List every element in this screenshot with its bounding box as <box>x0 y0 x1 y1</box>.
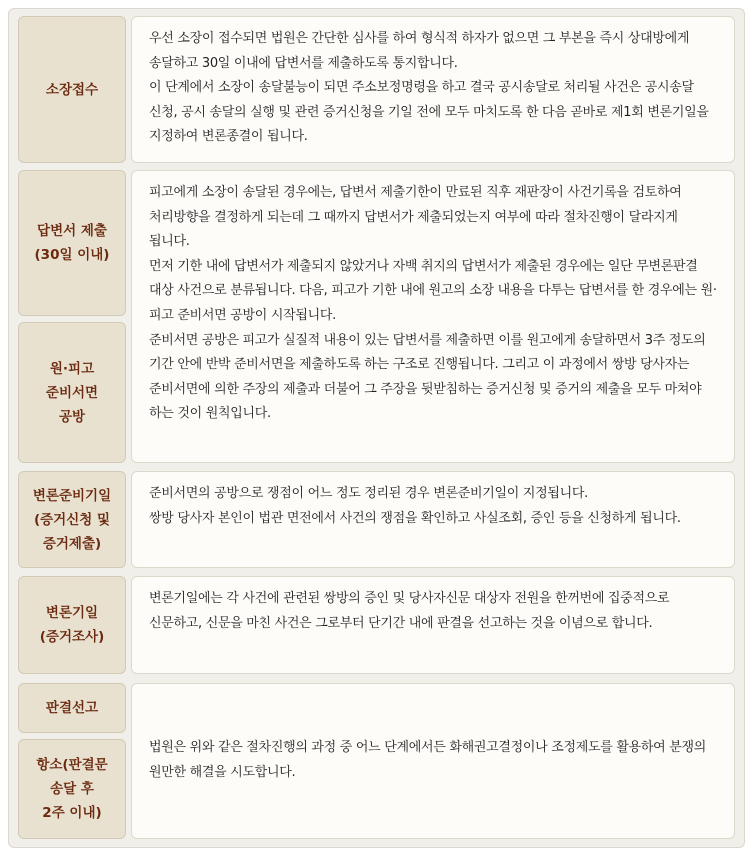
step-description-hearing <box>131 576 735 674</box>
paragraph: 우선 소장이 접수되면 법원은 간단한 심사를 하여 형식적 하자가 없으면 그 부본을 즉시 상대방에게 송달하고 30일 이내에 답변서를 제출하도록 통지합니다. <box>149 31 690 71</box>
paragraph: 변론기일에는 각 사건에 관련된 쌍방의 증인 및 당사자신문 대상자 전원을 한꺼번에 집중적으로 신문하고, 신문을 마친 사건은 그로부터 단기간 내에 판결을 선고하는 것을 이념으로 합니다. <box>149 591 670 631</box>
paragraph: 준비서면 공방은 피고가 실질적 내용이 있는 답변서를 제출하면 이를 원고에게 송달하면서 3주 정도의 기간 안에 반박 준비서면을 제출하도록 하는 구조로 진행됩니다. 그리고 이 과정에서 쌍방 당사자는 준비서면에 의한 주장의 제출과 더불어 그 주장을 뒷받침하는 증거신청 및 증거의 제출을 모두 마쳐야 하는 것이 원칙입니다. <box>149 332 706 422</box>
step-label-hearing: 변론기일 (증거조사) <box>18 576 126 674</box>
step-description-answer-and-briefs <box>131 170 735 463</box>
step-label-appeal: 항소(판결문 송달 후 2주 이내) <box>18 739 126 839</box>
paragraph: 쌍방 당사자 본인이 법관 면전에서 사건의 쟁점을 확인하고 사실조회, 증인 등을 신청하게 됩니다. <box>149 510 681 526</box>
paragraph: 법원은 위와 같은 절차진행의 과정 중 어느 단계에서든 화해권고결정이나 조정제도를 활용하여 분쟁의 원만한 해결을 시도합니다. <box>149 740 706 780</box>
step-description-preparatory-hearing <box>131 471 735 568</box>
paragraph: 피고에게 소장이 송달된 경우에는, 답변서 제출기한이 만료된 직후 재판장이 사건기록을 검토하여 처리방향을 결정하게 되는데 그 때까지 답변서가 제출되었는지 여부에 따라 절차진행이 달라지게 됩니다. <box>149 185 682 250</box>
step-label-answer-submission: 답변서 제출 (30일 이내) <box>18 170 126 316</box>
step-label-brief-exchange: 원·피고 준비서면 공방 <box>18 322 126 463</box>
step-description-judgment-and-appeal <box>131 683 735 839</box>
step-label-judgment: 판결선고 <box>18 683 126 733</box>
paragraph: 이 단계에서 소장이 송달불능이 되면 주소보정명령을 하고 결국 공시송달로 처리될 사건은 공시송달 신청, 공시 송달의 실행 및 관련 증거신청을 기일 전에 모두 마치도록 한 다음 곧바로 제1회 변론기일을 지정하여 변론종결이 됩니다. <box>149 80 709 145</box>
step-label-preparatory-hearing: 변론준비기일 (증거신청 및 증거제출) <box>18 471 126 568</box>
step-description-complaint-filing <box>131 16 735 163</box>
step-label-complaint-filing: 소장접수 <box>18 16 126 163</box>
paragraph: 먼저 기한 내에 답변서가 제출되지 않았거나 자백 취지의 답변서가 제출된 경우에는 일단 무변론판결 대상 사건으로 분류됩니다. 다음, 피고가 기한 내에 원고의 소장 내용을 다투는 답변서를 한 경우에는 원·피고 준비서면 공방이 시작됩니다. <box>149 258 717 323</box>
paragraph: 준비서면의 공방으로 쟁점이 어느 정도 정리된 경우 변론준비기일이 지정됩니다. <box>149 486 589 501</box>
